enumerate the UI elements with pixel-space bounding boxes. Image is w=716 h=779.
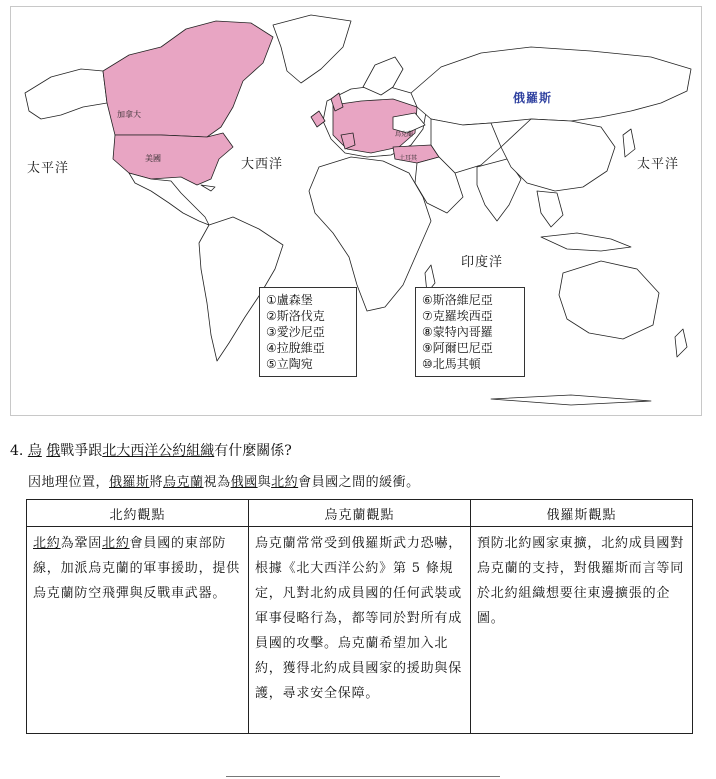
country-label-turkey: 土耳其 [399,155,418,162]
table-cell-ukraine: 烏克蘭常常受到俄羅斯武力恐嚇，根據《北大西洋公約》第 5 條規定，凡對北約成員國的任何武裝或軍事侵略行為，都等同於對所有成員國的攻擊。烏克蘭希望加入北約，獲得北約成員國家的援助與保護，尋求安全保障。 [249,527,471,734]
question-text: 戰爭跟 [60,443,103,459]
question-number: 4. [10,443,24,459]
table-header-ukraine: 烏克蘭觀點 [249,500,471,527]
table-header-nato: 北約觀點 [27,500,249,527]
legend-item: ③愛沙尼亞 [266,325,325,339]
legend-item: ①盧森堡 [266,293,313,307]
legend-item: ⑤立陶宛 [266,357,313,371]
legend-item: ⑥斯洛維尼亞 [422,293,493,307]
question-heading [10,440,292,460]
legend-item: ⑩北馬其頓 [422,357,481,371]
table-header-row [27,500,693,527]
country-label-canada: 加拿大 [117,110,141,119]
usa-shape [113,133,233,185]
question-term: 烏 [27,443,42,459]
legend-item: ⑨阿爾巴尼亞 [422,341,493,355]
footer-divider [226,776,500,777]
russia-shape [411,47,691,125]
ocean-label-pacific-right: 太平洋 [637,157,680,172]
table-row [27,527,693,734]
question-term: 北大西洋公約組織 [102,443,215,459]
country-label-russia: 俄羅斯 [513,91,553,105]
legend-item: ⑧蒙特內哥羅 [422,325,493,339]
ocean-label-atlantic: 大西洋 [241,157,284,172]
legend-item: ④拉脫維亞 [266,341,325,355]
table-cell-russia: 預防北約國家東擴，北約成員國對烏克蘭的支持，對俄羅斯而言等同於北約組織想要往東邊擴張的企圖。 [471,527,693,734]
greenland-shape [273,15,351,83]
ocean-label-indian: 印度洋 [461,255,504,270]
country-label-usa: 美國 [145,154,161,163]
table-cell-nato: 北約為鞏固北約會員國的東部防線，加派烏克蘭的軍事援助，提供烏克蘭防空飛彈與反戰車武器。 [27,527,249,734]
world-map [10,6,702,416]
legend-item: ②斯洛伐克 [266,309,325,323]
ocean-label-pacific-left: 太平洋 [27,161,70,176]
country-label-ukraine: 烏克蘭 [395,131,414,138]
legend-item: ⑦克羅埃西亞 [422,309,493,323]
answer-text: 因地理位置，俄羅斯將烏克蘭視為俄國與北約會員國之間的緩衝。 [28,475,420,490]
legend-box-left [259,287,357,377]
question-text: 有什麼關係? [214,443,292,459]
question-term: 俄 [46,443,61,459]
legend-box-right [415,287,525,377]
table-header-russia: 俄羅斯觀點 [471,500,693,527]
alaska-shape [25,69,107,119]
viewpoints-table [26,499,693,734]
